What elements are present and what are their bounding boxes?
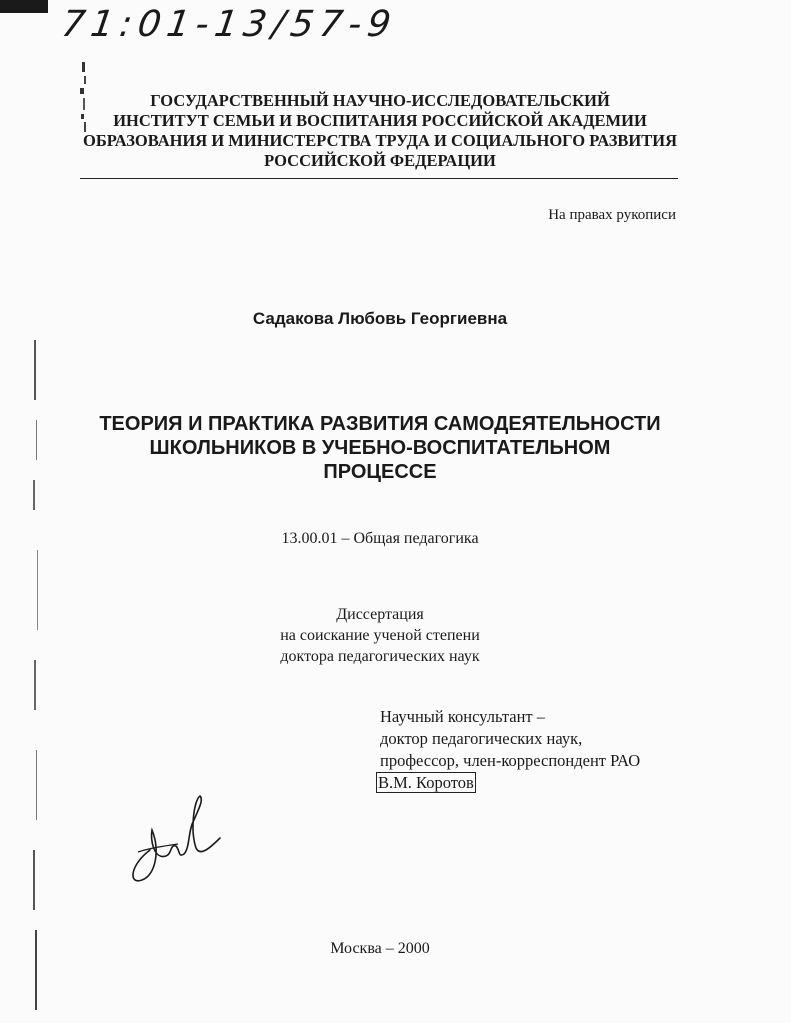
scan-edge-noise <box>28 330 44 1020</box>
title-line: ПРОЦЕССЕ <box>323 461 437 483</box>
institution-header <box>80 91 680 171</box>
advisor-line: профессор, член-корреспондент РАО <box>380 751 641 770</box>
degree-line: на соискание ученой степени <box>280 627 480 644</box>
title-line: ТЕОРИЯ И ПРАКТИКА РАЗВИТИЯ САМОДЕЯТЕЛЬНОСТИ <box>99 413 661 435</box>
advisor-line: доктор педагогических наук, <box>380 729 583 748</box>
title-line: ШКОЛЬНИКОВ В УЧЕБНО-ВОСПИТАТЕЛЬНОМ <box>149 437 611 459</box>
handwritten-signature <box>120 790 230 890</box>
degree-line: доктора педагогических наук <box>280 648 480 665</box>
header-divider <box>80 178 678 179</box>
scientific-advisor <box>380 706 640 794</box>
scan-corner-mark <box>0 0 48 13</box>
degree-statement <box>0 604 760 667</box>
institution-line: ОБРАЗОВАНИЯ И МИНИСТЕРСТВА ТРУДА И СОЦИАЛЬНОГО РАЗВИТИЯ <box>82 131 678 150</box>
institution-line: ИНСТИТУТ СЕМЬИ И ВОСПИТАНИЯ РОССИЙСКОЙ АКАДЕМИИ <box>113 111 647 130</box>
city-and-year: Москва – 2000 <box>330 940 430 957</box>
handwritten-archive-code: 71:01-13/57-9 <box>59 4 400 45</box>
degree-line: Диссертация <box>336 606 424 623</box>
specialty-code: 13.00.01 – Общая педагогика <box>281 530 479 547</box>
author-name: Садакова Любовь Георгиевна <box>252 309 508 328</box>
advisor-line: Научный консультант – <box>380 707 545 726</box>
advisor-name-box: В.М. Коротов <box>378 773 474 792</box>
dissertation-title <box>60 412 700 484</box>
manuscript-note: На правах рукописи <box>548 207 676 223</box>
institution-line: ГОСУДАРСТВЕННЫЙ НАУЧНО-ИССЛЕДОВАТЕЛЬСКИЙ <box>150 91 610 110</box>
institution-line: РОССИЙСКОЙ ФЕДЕРАЦИИ <box>264 151 496 170</box>
